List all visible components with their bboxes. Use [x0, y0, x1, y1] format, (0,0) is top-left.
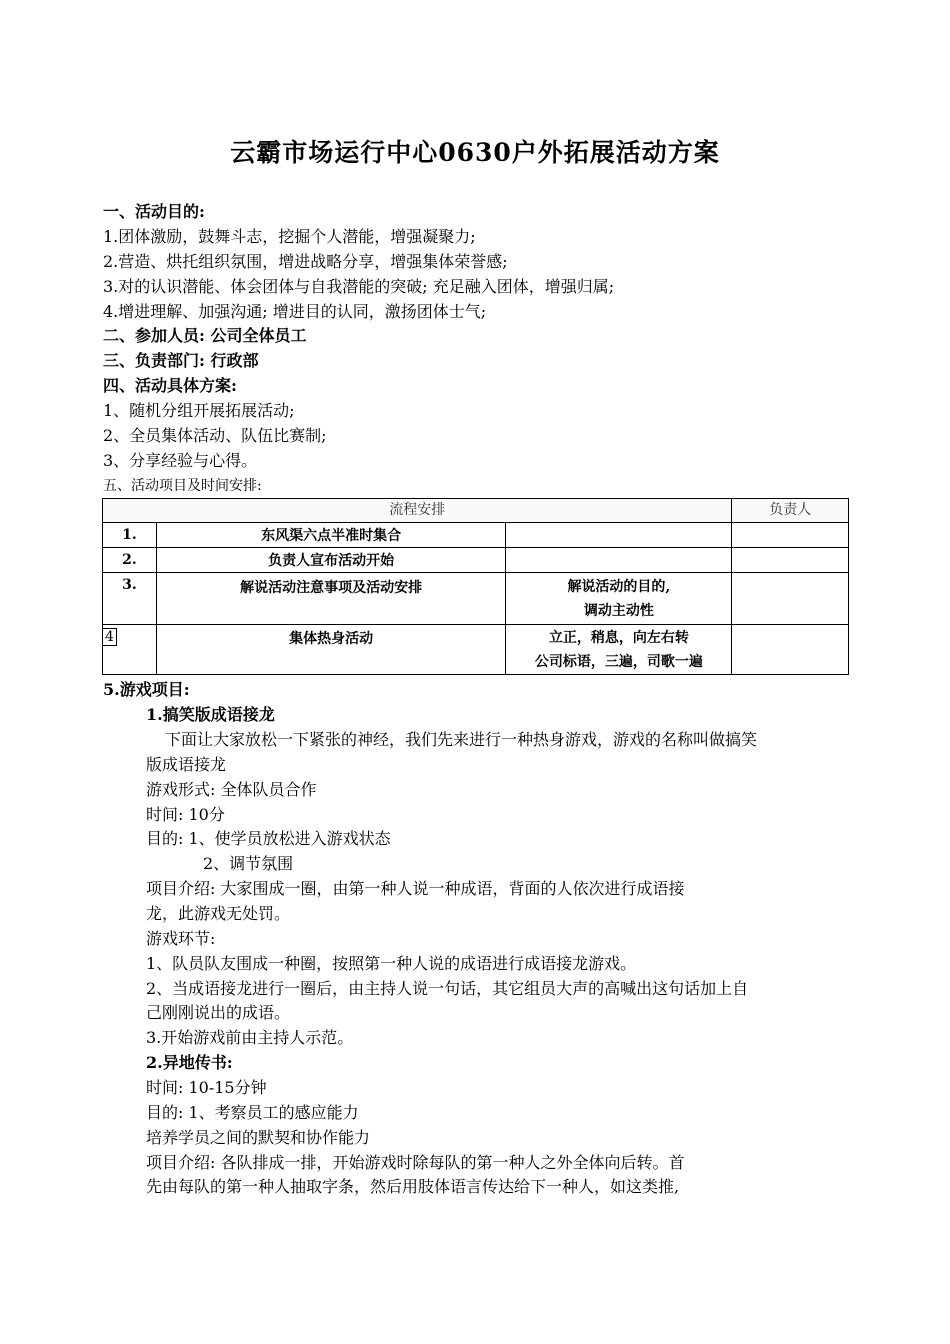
row-number-boxed: 4	[102, 628, 117, 646]
table-row	[103, 625, 849, 675]
row-activity: 解说活动注意事项及活动安排	[156, 573, 506, 625]
row-owner	[732, 573, 849, 625]
game-1-step: 2、当成语接龙进行一圈后，由主持人说一句话，其它组员大声的高喊出这句话加上自	[146, 979, 749, 998]
table-row	[103, 548, 849, 573]
table-row	[103, 523, 849, 548]
game-1-step: 己刚刚说出的成语。	[146, 1003, 291, 1022]
section-5-heading: 五、活动项目及时间安排:	[103, 478, 262, 494]
game-1-time: 时间: 10分	[146, 805, 225, 824]
game-1-steps-heading: 游戏环节:	[146, 929, 216, 948]
game-1-title: 1.搞笑版成语接龙	[146, 705, 275, 724]
games-heading: 5.游戏项目:	[103, 680, 190, 699]
row-activity: 集体热身活动	[156, 625, 506, 675]
purpose-item: 4.增进理解、加强沟通; 增进目的认同，激扬团体士气;	[103, 302, 487, 321]
row-note-line: 公司标语，三遍，司歌一遍	[534, 654, 703, 670]
game-1-description: 龙，此游戏无处罚。	[146, 904, 291, 923]
game-2-time: 时间: 10-15分钟	[146, 1078, 267, 1097]
purpose-item: 3.对的认识潜能、体会团体与自我潜能的突破; 充足融入团体，增强归属;	[103, 277, 615, 296]
row-note	[506, 523, 732, 548]
game-1-goal: 目的: 1、使学员放松进入游戏状态	[146, 829, 391, 848]
row-note	[506, 573, 732, 625]
row-number: 3.	[103, 573, 157, 625]
game-2-goal: 培养学员之间的默契和协作能力	[146, 1128, 371, 1147]
game-1-intro: 下面让大家放松一下紧张的神经，我们先来进行一种热身游戏，游戏的名称叫做搞笑	[165, 730, 758, 749]
game-1-intro: 版成语接龙	[146, 755, 227, 774]
plan-item: 3、分享经验与心得。	[103, 451, 258, 470]
game-1-step: 1、队员队友围成一种圈，按照第一种人说的成语进行成语接龙游戏。	[146, 954, 637, 973]
row-number: 2.	[103, 548, 157, 573]
game-2-goal: 目的: 1、考察员工的感应能力	[146, 1103, 359, 1122]
row-number: 1.	[103, 523, 157, 548]
section-3-department: 三、负责部门: 行政部	[103, 351, 259, 370]
row-activity: 负责人宣布活动开始	[156, 548, 506, 573]
section-4-heading: 四、活动具体方案:	[103, 376, 237, 395]
schedule-table	[102, 498, 849, 675]
game-2-title: 2.异地传书:	[146, 1053, 233, 1072]
purpose-item: 2.营造、烘托组织氛围，增进战略分享，增强集体荣誉感;	[103, 252, 508, 271]
row-note-line: 调动主动性	[583, 603, 654, 619]
document-title: 云霸市场运行中心0630户外拓展活动方案	[230, 138, 720, 167]
header-flow: 流程安排	[103, 499, 732, 523]
row-note	[506, 625, 732, 675]
row-number	[103, 625, 157, 675]
plan-item: 2、全员集体活动、队伍比赛制;	[103, 426, 327, 445]
game-1-form: 游戏形式: 全体队员合作	[146, 780, 317, 799]
row-activity: 东风渠六点半准时集合	[156, 523, 506, 548]
section-2-participants: 二、参加人员: 公司全体员工	[103, 326, 307, 345]
row-note-line: 解说活动的目的,	[567, 579, 671, 595]
game-1-goal: 2、调节氛围	[203, 854, 294, 873]
game-2-description: 先由每队的第一种人抽取字条，然后用肢体语言传达给下一种人，如这类推,	[146, 1177, 680, 1196]
table-row	[103, 573, 849, 625]
game-1-step: 3.开始游戏前由主持人示范。	[146, 1028, 354, 1047]
game-1-description: 项目介绍: 大家围成一圈，由第一种人说一种成语，背面的人依次进行成语接	[146, 879, 685, 898]
purpose-item: 1.团体激励，鼓舞斗志，挖掘个人潜能，增强凝聚力;	[103, 227, 476, 246]
plan-item: 1、随机分组开展拓展活动;	[103, 401, 295, 420]
row-owner	[732, 548, 849, 573]
game-2-description: 项目介绍: 各队排成一排，开始游戏时除每队的第一种人之外全体向后转。首	[146, 1153, 685, 1172]
header-owner: 负责人	[732, 499, 849, 523]
row-owner	[732, 625, 849, 675]
row-note	[506, 548, 732, 573]
schedule-header-row	[103, 499, 849, 523]
row-owner	[732, 523, 849, 548]
section-1-heading: 一、活动目的:	[103, 202, 205, 221]
row-note-line: 立正，稍息，向左右转	[548, 630, 689, 646]
